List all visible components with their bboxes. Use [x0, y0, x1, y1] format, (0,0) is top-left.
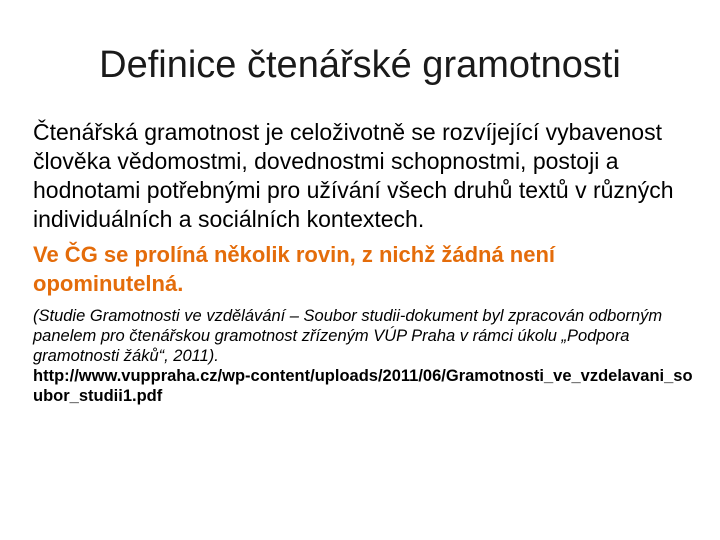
slide-title: Definice čtenářské gramotnosti	[99, 44, 621, 86]
source-link[interactable]: http://www.vuppraha.cz/wp-content/uploads/2011/06/Gramotnosti_ve_vzdelavani_soubor_studii1.pdf	[33, 367, 693, 405]
emphasis-text: Ve ČG se prolíná několik rovin, z nichž žádná není opominutelná.	[33, 242, 556, 296]
definition-text: Čtenářská gramotnost je celoživotně se rozvíjející vybavenost člověka vědomostmi, dovednostmi schopnostmi, postoji a hodnotami potřebnými pro užívání všech druhů textů v různých individuálních a sociálních kontextech.	[33, 119, 674, 232]
citation-text: (Studie Gramotnosti ve vzdělávání – Soubor studii-dokument byl zpracován odborným panelem pro čtenářskou gramotnost zřízeným VÚP Praha v rámci úkolu „Podpora gramotnosti žáků“, 2011).	[33, 307, 663, 365]
slide-body	[33, 118, 693, 406]
